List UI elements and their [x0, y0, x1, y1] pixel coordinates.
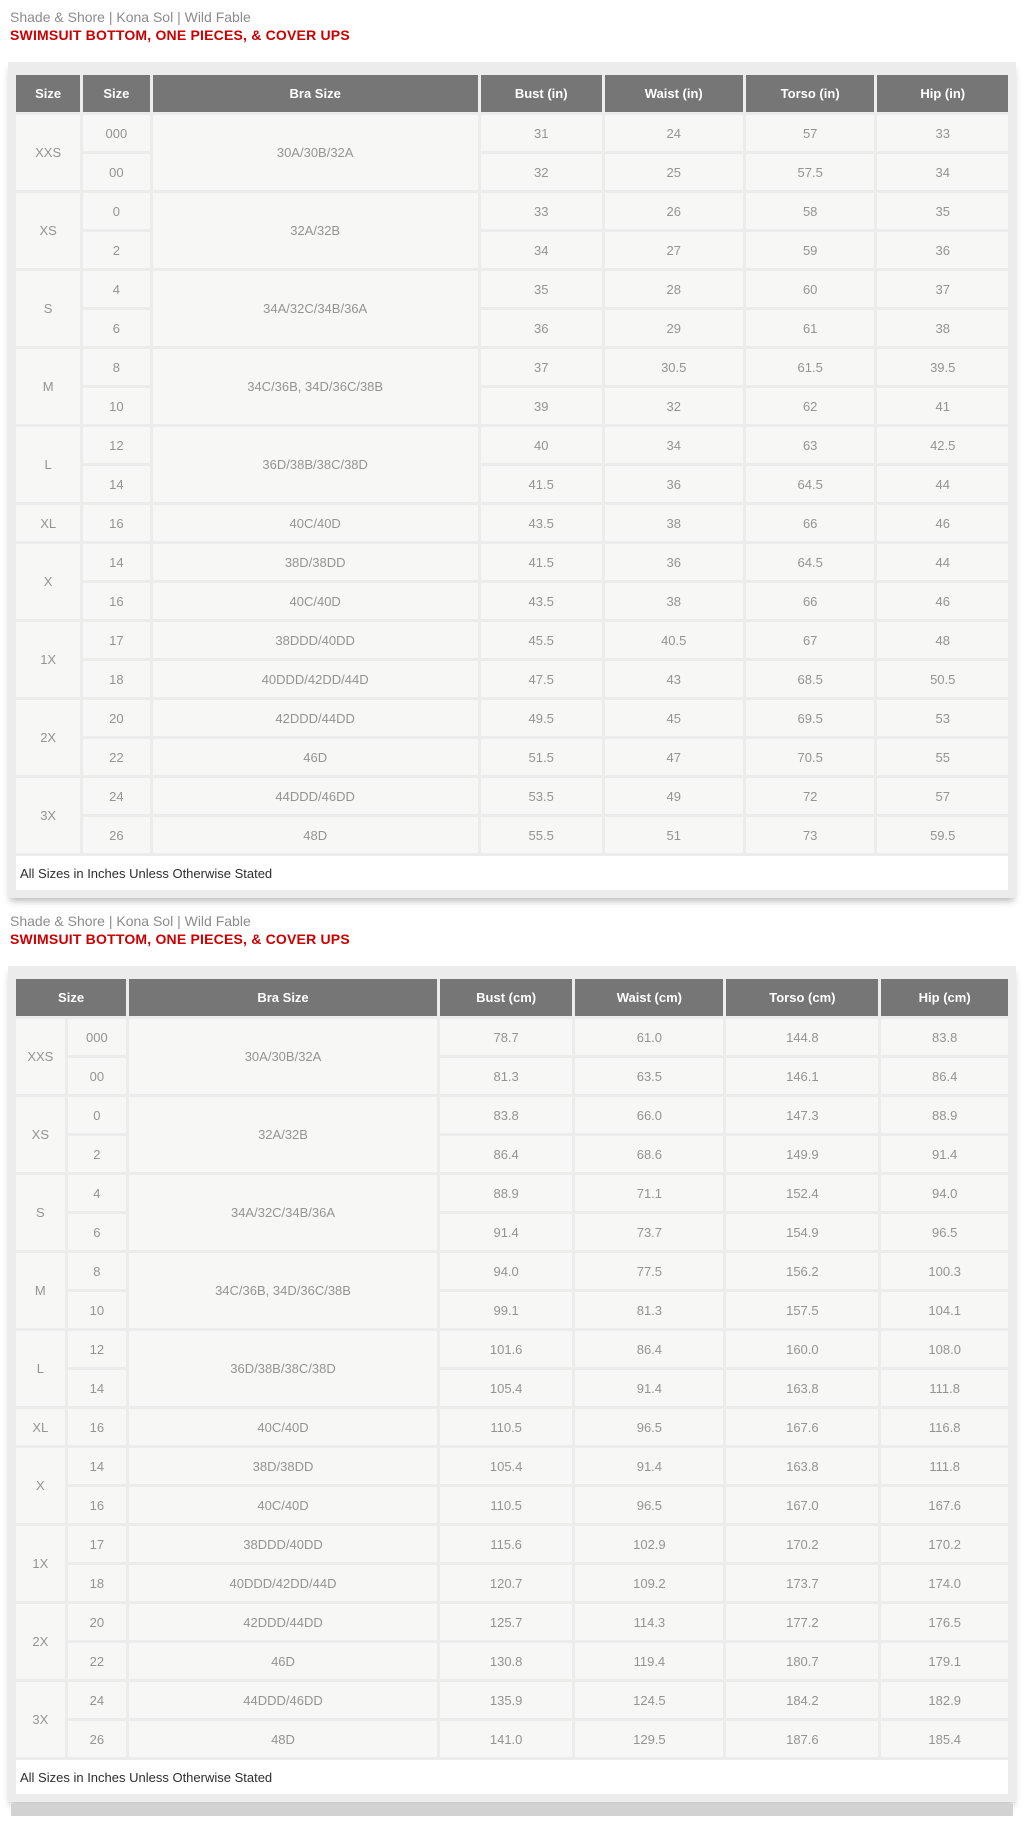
bra-size-cell: 32A/32B — [153, 193, 478, 268]
size-number-cell: 8 — [68, 1253, 126, 1289]
size-number-cell: 16 — [83, 505, 149, 541]
size-letter-cell: XXS — [16, 115, 80, 190]
torso-cell: 170.2 — [726, 1526, 878, 1562]
waist-cell: 96.5 — [575, 1409, 723, 1445]
waist-cell: 40.5 — [605, 622, 743, 658]
hip-cell: 111.8 — [881, 1370, 1008, 1406]
bust-cell: 45.5 — [481, 622, 602, 658]
bra-size-cell: 40C/40D — [153, 505, 478, 541]
waist-cell: 81.3 — [575, 1292, 723, 1328]
hip-cell: 57 — [877, 778, 1008, 814]
column-header-bust: Bust (cm) — [440, 979, 572, 1016]
hip-cell: 108.0 — [881, 1331, 1008, 1367]
size-letter-cell: 2X — [16, 1604, 65, 1679]
torso-cell: 184.2 — [726, 1682, 878, 1718]
torso-cell: 160.0 — [726, 1331, 878, 1367]
table-row — [16, 1019, 1008, 1055]
waist-cell: 38 — [605, 505, 743, 541]
size-letter-cell: 2X — [16, 700, 80, 775]
column-header-hip: Hip (in) — [877, 75, 1008, 112]
table-row — [16, 739, 1008, 775]
bust-cell: 110.5 — [440, 1487, 572, 1523]
bust-cell: 41.5 — [481, 544, 602, 580]
size-number-cell: 14 — [68, 1448, 126, 1484]
size-number-cell: 16 — [68, 1487, 126, 1523]
table-row — [16, 1526, 1008, 1562]
torso-cell: 66 — [746, 505, 875, 541]
hip-cell: 111.8 — [881, 1448, 1008, 1484]
table-row — [16, 427, 1008, 463]
hip-cell: 42.5 — [877, 427, 1008, 463]
hip-cell: 167.6 — [881, 1487, 1008, 1523]
bra-size-cell: 42DDD/44DD — [153, 700, 478, 736]
hip-cell: 100.3 — [881, 1253, 1008, 1289]
hip-cell: 35 — [877, 193, 1008, 229]
header-row — [16, 75, 1008, 112]
size-number-cell: 8 — [83, 349, 149, 385]
torso-cell: 63 — [746, 427, 875, 463]
torso-cell: 177.2 — [726, 1604, 878, 1640]
bust-cell: 43.5 — [481, 505, 602, 541]
torso-cell: 60 — [746, 271, 875, 307]
table-row — [16, 1175, 1008, 1211]
size-number-cell: 17 — [68, 1526, 126, 1562]
size-number-cell: 4 — [83, 271, 149, 307]
size-letter-cell: L — [16, 427, 80, 502]
bra-size-cell: 30A/30B/32A — [129, 1019, 437, 1094]
hip-cell: 50.5 — [877, 661, 1008, 697]
bust-cell: 115.6 — [440, 1526, 572, 1562]
size-letter-cell: S — [16, 1175, 65, 1250]
torso-cell: 57.5 — [746, 154, 875, 190]
hip-cell: 185.4 — [881, 1721, 1008, 1757]
size-number-cell: 24 — [83, 778, 149, 814]
hip-cell: 46 — [877, 583, 1008, 619]
torso-cell: 167.6 — [726, 1409, 878, 1445]
size-number-cell: 24 — [68, 1682, 126, 1718]
waist-cell: 91.4 — [575, 1370, 723, 1406]
column-header-torso: Torso (in) — [746, 75, 875, 112]
bra-size-cell: 48D — [153, 817, 478, 853]
bust-cell: 55.5 — [481, 817, 602, 853]
waist-cell: 114.3 — [575, 1604, 723, 1640]
torso-cell: 146.1 — [726, 1058, 878, 1094]
hip-cell: 46 — [877, 505, 1008, 541]
hip-cell: 53 — [877, 700, 1008, 736]
size-chart-section-inches — [8, 8, 1016, 898]
column-header-torso: Torso (cm) — [726, 979, 878, 1016]
size-number-cell: 22 — [68, 1643, 126, 1679]
bust-cell: 51.5 — [481, 739, 602, 775]
waist-cell: 24 — [605, 115, 743, 151]
waist-cell: 38 — [605, 583, 743, 619]
table-row — [16, 1643, 1008, 1679]
category-title: SWIMSUIT BOTTOM, ONE PIECES, & COVER UPS — [10, 27, 350, 43]
torso-cell: 67 — [746, 622, 875, 658]
torso-cell: 163.8 — [726, 1448, 878, 1484]
bra-size-cell: 46D — [129, 1643, 437, 1679]
table-row — [16, 544, 1008, 580]
size-table-inches — [13, 72, 1011, 856]
waist-cell: 27 — [605, 232, 743, 268]
size-number-cell: 14 — [68, 1370, 126, 1406]
bust-cell: 130.8 — [440, 1643, 572, 1679]
size-number-cell: 12 — [83, 427, 149, 463]
waist-cell: 29 — [605, 310, 743, 346]
bust-cell: 120.7 — [440, 1565, 572, 1601]
size-number-cell: 6 — [68, 1214, 126, 1250]
torso-cell: 173.7 — [726, 1565, 878, 1601]
size-number-cell: 0 — [83, 193, 149, 229]
size-letter-cell: 3X — [16, 778, 80, 853]
bust-cell: 101.6 — [440, 1331, 572, 1367]
size-number-cell: 20 — [68, 1604, 126, 1640]
size-number-cell: 18 — [68, 1565, 126, 1601]
bust-cell: 86.4 — [440, 1136, 572, 1172]
hip-cell: 116.8 — [881, 1409, 1008, 1445]
bust-cell: 99.1 — [440, 1292, 572, 1328]
hip-cell: 83.8 — [881, 1019, 1008, 1055]
size-number-cell: 14 — [83, 466, 149, 502]
bra-size-cell: 34C/36B, 34D/36C/38B — [129, 1253, 437, 1328]
bra-size-cell: 38D/38DD — [129, 1448, 437, 1484]
torso-cell: 68.5 — [746, 661, 875, 697]
torso-cell: 62 — [746, 388, 875, 424]
waist-cell: 43 — [605, 661, 743, 697]
bra-size-cell: 40DDD/42DD/44D — [129, 1565, 437, 1601]
size-table-cm — [13, 976, 1011, 1760]
table-row — [16, 349, 1008, 385]
table-row — [16, 583, 1008, 619]
column-header-bra-size: Bra Size — [129, 979, 437, 1016]
units-note: All Sizes in Inches Unless Otherwise Stated — [16, 1760, 1008, 1794]
table-row — [16, 1253, 1008, 1289]
category-title: SWIMSUIT BOTTOM, ONE PIECES, & COVER UPS — [10, 931, 350, 947]
hip-cell: 37 — [877, 271, 1008, 307]
bra-size-cell: 40C/40D — [129, 1487, 437, 1523]
table-row — [16, 115, 1008, 151]
size-number-cell: 26 — [68, 1721, 126, 1757]
torso-cell: 187.6 — [726, 1721, 878, 1757]
torso-cell: 163.8 — [726, 1370, 878, 1406]
waist-cell: 34 — [605, 427, 743, 463]
bra-size-cell: 34A/32C/34B/36A — [129, 1175, 437, 1250]
size-number-cell: 18 — [83, 661, 149, 697]
size-letter-cell: 1X — [16, 1526, 65, 1601]
waist-cell: 109.2 — [575, 1565, 723, 1601]
waist-cell: 119.4 — [575, 1643, 723, 1679]
waist-cell: 91.4 — [575, 1448, 723, 1484]
hip-cell: 34 — [877, 154, 1008, 190]
bra-size-cell: 36D/38B/38C/38D — [153, 427, 478, 502]
bust-cell: 83.8 — [440, 1097, 572, 1133]
bra-size-cell: 38DDD/40DD — [129, 1526, 437, 1562]
table-row — [16, 193, 1008, 229]
table-row — [16, 1331, 1008, 1367]
size-number-cell: 00 — [68, 1058, 126, 1094]
size-number-cell: 10 — [68, 1292, 126, 1328]
hip-cell: 86.4 — [881, 1058, 1008, 1094]
units-note: All Sizes in Inches Unless Otherwise Stated — [16, 856, 1008, 890]
size-number-cell: 000 — [83, 115, 149, 151]
horizontal-scrollbar[interactable] — [11, 1804, 1013, 1816]
torso-cell: 64.5 — [746, 544, 875, 580]
size-letter-cell: XL — [16, 505, 80, 541]
bust-cell: 35 — [481, 271, 602, 307]
torso-cell: 73 — [746, 817, 875, 853]
size-number-cell: 00 — [83, 154, 149, 190]
waist-cell: 51 — [605, 817, 743, 853]
bust-cell: 105.4 — [440, 1448, 572, 1484]
hip-cell: 182.9 — [881, 1682, 1008, 1718]
size-letter-cell: XL — [16, 1409, 65, 1445]
table-row — [16, 1409, 1008, 1445]
size-number-cell: 26 — [83, 817, 149, 853]
torso-cell: 167.0 — [726, 1487, 878, 1523]
waist-cell: 45 — [605, 700, 743, 736]
waist-cell: 96.5 — [575, 1487, 723, 1523]
waist-cell: 30.5 — [605, 349, 743, 385]
bra-size-cell: 38D/38DD — [153, 544, 478, 580]
waist-cell: 36 — [605, 466, 743, 502]
size-number-cell: 0 — [68, 1097, 126, 1133]
hip-cell: 88.9 — [881, 1097, 1008, 1133]
table-row — [16, 271, 1008, 307]
bust-cell: 105.4 — [440, 1370, 572, 1406]
bust-cell: 91.4 — [440, 1214, 572, 1250]
table-row — [16, 1682, 1008, 1718]
size-chart-section-cm — [8, 912, 1016, 1816]
table-row — [16, 1448, 1008, 1484]
torso-cell: 70.5 — [746, 739, 875, 775]
bra-size-cell: 44DDD/46DD — [129, 1682, 437, 1718]
bra-size-cell: 40C/40D — [153, 583, 478, 619]
column-header-bust: Bust (in) — [481, 75, 602, 112]
header-row — [16, 979, 1008, 1016]
torso-cell: 156.2 — [726, 1253, 878, 1289]
hip-cell: 44 — [877, 544, 1008, 580]
bust-cell: 53.5 — [481, 778, 602, 814]
hip-cell: 59.5 — [877, 817, 1008, 853]
hip-cell: 94.0 — [881, 1175, 1008, 1211]
hip-cell: 44 — [877, 466, 1008, 502]
hip-cell: 39.5 — [877, 349, 1008, 385]
bust-cell: 110.5 — [440, 1409, 572, 1445]
waist-cell: 49 — [605, 778, 743, 814]
torso-cell: 69.5 — [746, 700, 875, 736]
bust-cell: 32 — [481, 154, 602, 190]
size-letter-cell: X — [16, 1448, 65, 1523]
bra-size-cell: 42DDD/44DD — [129, 1604, 437, 1640]
column-header-size-number: Size — [83, 75, 149, 112]
size-letter-cell: M — [16, 349, 80, 424]
waist-cell: 77.5 — [575, 1253, 723, 1289]
waist-cell: 68.6 — [575, 1136, 723, 1172]
bust-cell: 49.5 — [481, 700, 602, 736]
size-letter-cell: 1X — [16, 622, 80, 697]
bra-size-cell: 38DDD/40DD — [153, 622, 478, 658]
bust-cell: 47.5 — [481, 661, 602, 697]
torso-cell: 144.8 — [726, 1019, 878, 1055]
waist-cell: 124.5 — [575, 1682, 723, 1718]
torso-cell: 154.9 — [726, 1214, 878, 1250]
bust-cell: 94.0 — [440, 1253, 572, 1289]
size-letter-cell: XS — [16, 193, 80, 268]
bra-size-cell: 46D — [153, 739, 478, 775]
size-number-cell: 000 — [68, 1019, 126, 1055]
hip-cell: 33 — [877, 115, 1008, 151]
size-number-cell: 6 — [83, 310, 149, 346]
bust-cell: 141.0 — [440, 1721, 572, 1757]
bra-size-cell: 40DDD/42DD/44D — [153, 661, 478, 697]
torso-cell: 59 — [746, 232, 875, 268]
bra-size-cell: 44DDD/46DD — [153, 778, 478, 814]
bra-size-cell: 40C/40D — [129, 1409, 437, 1445]
torso-cell: 64.5 — [746, 466, 875, 502]
hip-cell: 36 — [877, 232, 1008, 268]
waist-cell: 102.9 — [575, 1526, 723, 1562]
bust-cell: 41.5 — [481, 466, 602, 502]
torso-cell: 61 — [746, 310, 875, 346]
bra-size-cell: 30A/30B/32A — [153, 115, 478, 190]
column-header-waist: Waist (in) — [605, 75, 743, 112]
size-number-cell: 2 — [68, 1136, 126, 1172]
bust-cell: 33 — [481, 193, 602, 229]
waist-cell: 47 — [605, 739, 743, 775]
brand-list: Shade & Shore | Kona Sol | Wild Fable — [10, 9, 251, 25]
size-number-cell: 10 — [83, 388, 149, 424]
hip-cell: 41 — [877, 388, 1008, 424]
table-row — [16, 1487, 1008, 1523]
waist-cell: 25 — [605, 154, 743, 190]
table-row — [16, 661, 1008, 697]
column-header-hip: Hip (cm) — [881, 979, 1008, 1016]
table-row — [16, 622, 1008, 658]
size-number-cell: 20 — [83, 700, 149, 736]
bust-cell: 81.3 — [440, 1058, 572, 1094]
hip-cell: 174.0 — [881, 1565, 1008, 1601]
size-number-cell: 2 — [83, 232, 149, 268]
waist-cell: 28 — [605, 271, 743, 307]
waist-cell: 71.1 — [575, 1175, 723, 1211]
table-row — [16, 1097, 1008, 1133]
torso-cell: 72 — [746, 778, 875, 814]
size-letter-cell: 3X — [16, 1682, 65, 1757]
size-number-cell: 12 — [68, 1331, 126, 1367]
size-letter-cell: X — [16, 544, 80, 619]
waist-cell: 26 — [605, 193, 743, 229]
size-number-cell: 4 — [68, 1175, 126, 1211]
waist-cell: 86.4 — [575, 1331, 723, 1367]
bra-size-cell: 36D/38B/38C/38D — [129, 1331, 437, 1406]
size-letter-cell: S — [16, 271, 80, 346]
table-row — [16, 778, 1008, 814]
column-header-size: Size — [16, 979, 126, 1016]
hip-cell: 176.5 — [881, 1604, 1008, 1640]
size-letter-cell: XS — [16, 1097, 65, 1172]
table-row — [16, 700, 1008, 736]
bust-cell: 39 — [481, 388, 602, 424]
hip-cell: 104.1 — [881, 1292, 1008, 1328]
waist-cell: 66.0 — [575, 1097, 723, 1133]
hip-cell: 38 — [877, 310, 1008, 346]
size-number-cell: 16 — [68, 1409, 126, 1445]
bust-cell: 40 — [481, 427, 602, 463]
bust-cell: 43.5 — [481, 583, 602, 619]
torso-cell: 58 — [746, 193, 875, 229]
bra-size-cell: 48D — [129, 1721, 437, 1757]
waist-cell: 36 — [605, 544, 743, 580]
table-row — [16, 505, 1008, 541]
hip-cell: 55 — [877, 739, 1008, 775]
bra-size-cell: 34A/32C/34B/36A — [153, 271, 478, 346]
bust-cell: 135.9 — [440, 1682, 572, 1718]
table-row — [16, 1604, 1008, 1640]
torso-cell: 147.3 — [726, 1097, 878, 1133]
table-row — [16, 1721, 1008, 1757]
column-header-size: Size — [16, 75, 80, 112]
torso-cell: 61.5 — [746, 349, 875, 385]
torso-cell: 66 — [746, 583, 875, 619]
waist-cell: 32 — [605, 388, 743, 424]
waist-cell: 129.5 — [575, 1721, 723, 1757]
size-letter-cell: M — [16, 1253, 65, 1328]
size-letter-cell: XXS — [16, 1019, 65, 1094]
brand-list: Shade & Shore | Kona Sol | Wild Fable — [10, 913, 251, 929]
hip-cell: 91.4 — [881, 1136, 1008, 1172]
hip-cell: 96.5 — [881, 1214, 1008, 1250]
hip-cell: 179.1 — [881, 1643, 1008, 1679]
bra-size-cell: 32A/32B — [129, 1097, 437, 1172]
bust-cell: 37 — [481, 349, 602, 385]
column-header-bra-size: Bra Size — [153, 75, 478, 112]
waist-cell: 73.7 — [575, 1214, 723, 1250]
size-number-cell: 16 — [83, 583, 149, 619]
torso-cell: 57 — [746, 115, 875, 151]
torso-cell: 180.7 — [726, 1643, 878, 1679]
column-header-waist: Waist (cm) — [575, 979, 723, 1016]
size-letter-cell: L — [16, 1331, 65, 1406]
size-number-cell: 17 — [83, 622, 149, 658]
bust-cell: 125.7 — [440, 1604, 572, 1640]
waist-cell: 61.0 — [575, 1019, 723, 1055]
bust-cell: 36 — [481, 310, 602, 346]
bust-cell: 34 — [481, 232, 602, 268]
bra-size-cell: 34C/36B, 34D/36C/38B — [153, 349, 478, 424]
bust-cell: 31 — [481, 115, 602, 151]
torso-cell: 149.9 — [726, 1136, 878, 1172]
hip-cell: 48 — [877, 622, 1008, 658]
table-row — [16, 1565, 1008, 1601]
bust-cell: 88.9 — [440, 1175, 572, 1211]
waist-cell: 63.5 — [575, 1058, 723, 1094]
bust-cell: 78.7 — [440, 1019, 572, 1055]
size-table-panel-cm — [8, 966, 1016, 1802]
torso-cell: 157.5 — [726, 1292, 878, 1328]
torso-cell: 152.4 — [726, 1175, 878, 1211]
size-number-cell: 14 — [83, 544, 149, 580]
size-table-panel-inches — [8, 62, 1016, 898]
size-number-cell: 22 — [83, 739, 149, 775]
table-row — [16, 817, 1008, 853]
hip-cell: 170.2 — [881, 1526, 1008, 1562]
